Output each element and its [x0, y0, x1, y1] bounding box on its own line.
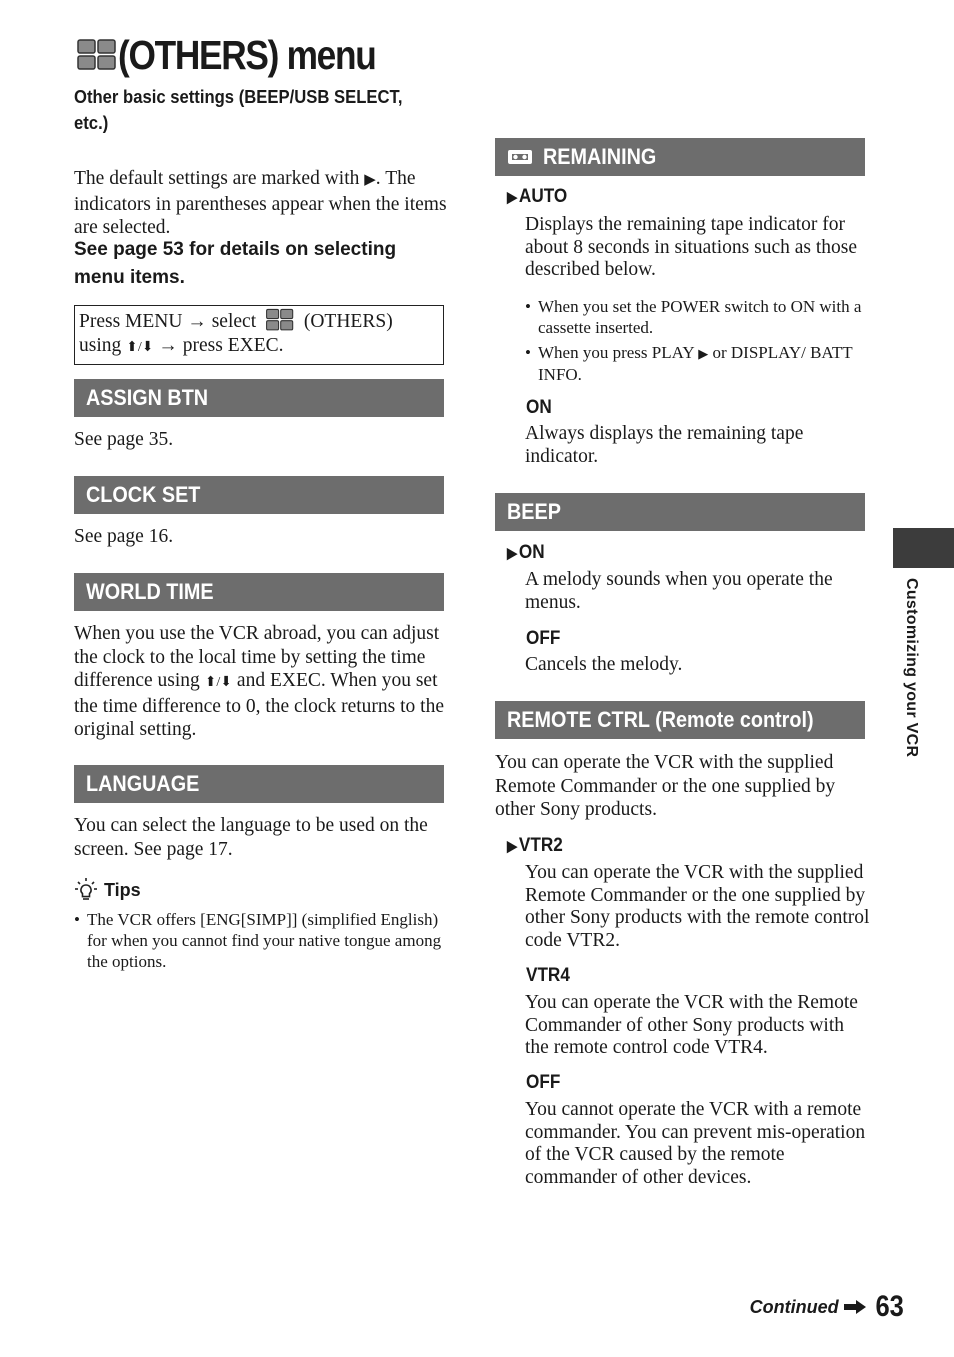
- remaining-bullet1: When you set the POWER switch to ON with a cassette inserted.: [538, 297, 862, 337]
- intro-line1-end: .: [375, 168, 381, 189]
- section-header-clock-set: [74, 476, 444, 514]
- others-menu-grid-icon: [76, 38, 118, 72]
- instruction-others: (OTHERS): [303, 311, 393, 332]
- world-time-text: [74, 622, 446, 742]
- auto-desc: Displays the remaining tape indicator for about 8 seconds in situations such as those described below.: [525, 214, 858, 280]
- section-header-remote-ctrl: [495, 701, 865, 739]
- remote-off-desc: You cannot operate the VCR with a remote commander. You can prevent mis-operation of the VCR caused by the remote commander of other devices.: [525, 1099, 866, 1188]
- side-tab-label: Customizing your VCR: [903, 578, 920, 758]
- list-item: • When you set the POWER switch to ON with a cassette inserted.: [525, 297, 862, 337]
- vtr4-desc: You can operate the VCR with the Remote Commander of other Sony products with the remote control code VTR4.: [525, 992, 858, 1058]
- intro-line1: The default settings are marked with: [74, 168, 360, 189]
- remaining-bullets: [525, 296, 870, 389]
- language-label: LANGUAGE: [86, 771, 200, 796]
- right-arrow-icon: [843, 1299, 867, 1315]
- intro-line2: The indicators in parentheses appear when the items are selected.: [74, 168, 447, 238]
- right-arrow-icon: →: [158, 335, 178, 356]
- page-subtitle: Other basic settings (BEEP/USB SELECT, etc.): [74, 86, 403, 133]
- play-icon: ▶: [698, 346, 709, 361]
- instruction-press: Press MENU: [79, 311, 183, 332]
- remaining-bullet2-a: When you press PLAY: [538, 343, 694, 362]
- list-item: • The VCR offers [ENG[SIMP]] (simplified English) for when you cannot find your native tongue among the options.: [74, 910, 442, 971]
- option-beep-off: OFF: [526, 627, 561, 649]
- side-tab-marker: [893, 528, 954, 568]
- default-marker-icon: ▶: [364, 172, 376, 188]
- assign-btn-text: See page 35.: [74, 429, 174, 450]
- section-header-beep: [495, 493, 865, 531]
- remote-ctrl-label: REMOTE CTRL (Remote control): [507, 707, 814, 732]
- remaining-label: REMAINING: [543, 144, 657, 169]
- remote-ctrl-intro: You can operate the VCR with the supplied Remote Commander or the one supplied by other Sony products.: [495, 752, 836, 820]
- option-vtr2: [507, 834, 563, 857]
- intro-text: [74, 167, 449, 240]
- beep-on-desc: A melody sounds when you operate the menus.: [525, 569, 833, 613]
- option-remote-off: OFF: [526, 1071, 561, 1093]
- section-header-assign-btn: [74, 379, 444, 417]
- default-marker-icon: ▶: [507, 545, 518, 562]
- section-header-world-time: [74, 573, 444, 611]
- beep-label: BEEP: [507, 499, 561, 524]
- world-time-text-a: When you use the VCR abroad, you can adjust the clock to the local time by setting the time difference using: [74, 623, 440, 691]
- world-time-label: WORLD TIME: [86, 579, 214, 604]
- right-arrow-icon: →: [187, 311, 207, 332]
- assign-btn-label: ASSIGN BTN: [86, 385, 209, 410]
- tips-bullet-text: The VCR offers [ENG[SIMP]] (simplified English) for when you cannot find your native tongue among the options.: [87, 910, 442, 971]
- page-title: [76, 30, 417, 80]
- vtr2-desc: You can operate the VCR with the supplied Remote Commander or the one supplied by other Sony products with the remote control code VTR2.: [525, 862, 870, 951]
- option-beep-on-label: ON: [518, 541, 545, 563]
- up-down-arrows-icon: ⬆/⬇: [204, 675, 233, 690]
- beep-off-desc: Cancels the melody.: [525, 654, 683, 675]
- default-marker-icon: ▶: [507, 838, 518, 855]
- instruction-using: using: [79, 335, 122, 356]
- instruction-press-exec: press EXEC.: [182, 335, 284, 356]
- clock-set-text: See page 16.: [74, 526, 174, 547]
- section-header-language: [74, 765, 444, 803]
- option-vtr4: VTR4: [526, 964, 570, 986]
- option-auto-label: AUTO: [518, 185, 568, 207]
- lightbulb-icon: [74, 877, 98, 903]
- list-item: • When you press PLAY ▶ or DISPLAY/ BATT INFO.: [525, 343, 853, 384]
- language-text: You can select the language to be used on the screen. See page 17.: [74, 815, 428, 860]
- on-desc: Always displays the remaining tape indicator.: [525, 423, 804, 467]
- option-on: ON: [526, 396, 552, 418]
- intro-bold-note: See page 53 for details on selecting menu items.: [74, 239, 397, 288]
- instruction-box: [74, 305, 444, 365]
- world-time-text-b: and EXEC. When you set the time difference to 0, the clock returns to the original setting.: [74, 670, 445, 740]
- tips-label: Tips: [104, 879, 141, 900]
- option-vtr2-label: VTR2: [518, 834, 563, 856]
- option-beep-on: [507, 541, 545, 564]
- continued-label: Continued: [749, 1296, 839, 1317]
- option-auto: [507, 185, 567, 208]
- section-header-remaining: [495, 138, 865, 176]
- clock-set-label: CLOCK SET: [86, 482, 201, 507]
- page-footer: [750, 1290, 906, 1324]
- others-menu-grid-icon: [265, 308, 295, 332]
- up-down-arrows-icon: ⬆/⬇: [126, 340, 154, 355]
- tips-list: [74, 909, 444, 976]
- instruction-select: select: [211, 311, 257, 332]
- tips-heading: [74, 877, 141, 903]
- title-text: (OTHERS) menu: [118, 31, 376, 78]
- cassette-icon: [507, 148, 533, 166]
- default-marker-icon: ▶: [507, 189, 518, 206]
- remaining-bullet2-b: or DISPLAY/ BATT INFO.: [538, 343, 853, 384]
- page-number: 63: [875, 1290, 904, 1323]
